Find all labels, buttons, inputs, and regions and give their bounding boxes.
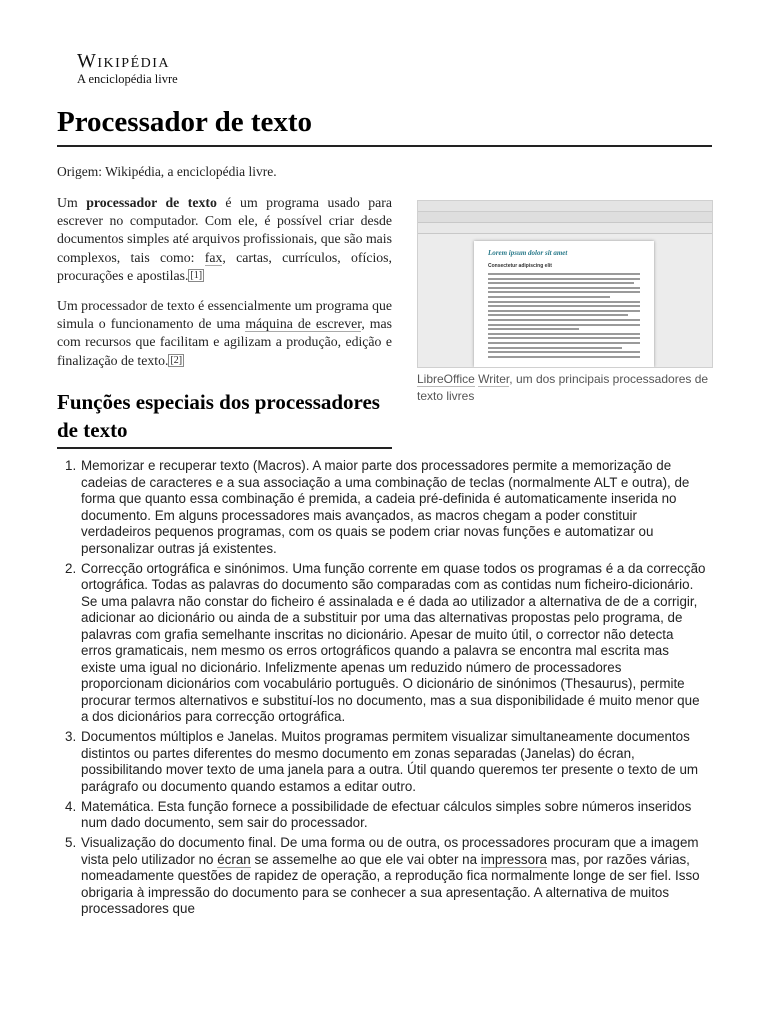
term-bold: processador de texto (86, 195, 217, 210)
screenshot-menubar (418, 201, 712, 212)
intro-paragraph-2 (57, 297, 392, 370)
list-text: Visualização do documento final. De uma forma ou de outra, os processadores procuram que a imagem vista pelo utilizador no (81, 835, 699, 867)
list-item (65, 560, 706, 726)
reference-1[interactable]: [1] (190, 269, 203, 281)
link-writer[interactable]: Writer (478, 372, 510, 386)
functions-list (65, 458, 706, 921)
link-libreoffice[interactable]: LibreOffice (417, 372, 475, 386)
screenshot-text-lines (488, 273, 640, 358)
list-text: Documentos múltiplos e Janelas. Muitos programas permitem visualizar simultaneamente documentos distintos ou partes diferentes do mesmo documento em zonas separadas (Janelas) do écran, possibilitando mover texto de uma janela para a outra. Útil quando queremos ter presente o texto de um parágrafo ou documento quando estamos a editar outro. (81, 729, 699, 794)
list-text: Matemática. Esta função fornece a possibilidade de efectuar cálculos simples sobre números inseridos num dado documento, sem sair do processador. (81, 798, 692, 830)
figure (417, 200, 712, 405)
libreoffice-screenshot[interactable] (417, 200, 713, 368)
title-divider (57, 145, 712, 147)
list-number: 3. (65, 729, 77, 744)
list-text: Correcção ortográfica e sinónimos. Uma função corrente em quase todos os programas é a da correcção ortográfica. Todas as palavras do documento são comparadas com as contidas num ficheiro-dicionário. Se uma palavra não constar do ficheiro é assinalada e é dada ao utilizador a alternativa de de a corrigir, adicionar ao dicionário ou ainda de a substituir por uma das alternativas propostas pelo programa, de palavras com grafia semelhante inscritas no dicionário. Apesar de muito útil, o corrector não detecta erros gramaticais, nem mesmo os erros ortográficos quando a palavra se encontra mal escrita mas existe uma igual no dicionário. Infelizmente apenas um reduzido número de processadores proporcionam dicionários com vocabulário português. O dicionário de sinónimos (Thesaurus), permite procurar termos alternativos e substituí-los no documento, mas a sua disponibilidade é muito menor que a dos dicionários para correcção ortográfica. (81, 560, 706, 724)
section-heading: Funções especiais dos processadores de texto (57, 390, 380, 442)
link-fax[interactable]: fax (204, 249, 223, 265)
link-ecran[interactable]: écran (217, 851, 251, 867)
text: Um processador de texto é essencialmente um programa que simula o funcionamento de uma (57, 298, 392, 332)
screenshot-format-bar (418, 223, 712, 234)
caption-text: , um dos principais processadores de texto livres (417, 372, 709, 403)
text: é um programa usado para escrever no computador. Com ele, é possível criar desde documentos simples até arquivos profissionais, que são mais complexos, tais como: (57, 195, 392, 265)
screenshot-toolbar (418, 212, 712, 223)
logo-title: Wikipédia (77, 50, 171, 72)
section-divider (57, 447, 392, 449)
page-title: Processador de texto (57, 106, 313, 138)
link-maquina-de-escrever[interactable]: máquina de escrever (245, 316, 362, 332)
link-impressora[interactable]: impressora (480, 851, 547, 867)
list-item (65, 798, 706, 832)
list-item (65, 458, 706, 557)
list-item (65, 729, 706, 795)
intro-section (57, 194, 392, 382)
list-number: 4. (65, 798, 77, 814)
screenshot-document-page (474, 241, 654, 367)
origin-note: Origem: Wikipédia, a enciclopédia livre. (57, 164, 277, 179)
wikipedia-logo[interactable] (77, 50, 178, 86)
list-number: 5. (65, 835, 77, 850)
screenshot-doc-subheading: Consectetur adipiscing elit (488, 263, 552, 269)
list-text: se assemelhe ao que ele vai obter na (250, 851, 481, 867)
list-number: 2. (65, 560, 77, 576)
figure-caption (417, 371, 712, 405)
text: , mas com recursos que facilitam e agilizam a produção, edição e finalização de texto. (57, 316, 393, 368)
reference-2[interactable]: [2] (170, 354, 183, 366)
intro-paragraph-1 (57, 194, 392, 285)
screenshot-doc-heading: Lorem ipsum dolor sit amet (488, 249, 568, 257)
logo-subtitle: A enciclopédia livre (77, 72, 178, 86)
text: Um (57, 195, 87, 210)
text: , cartas, currículos, ofícios, procurações e apostilas. (57, 249, 392, 283)
list-number: 1. (65, 458, 77, 473)
list-text: Memorizar e recuperar texto (Macros). A maior parte dos processadores permite a memorização de cadeias de caracteres e a sua associação a uma combinação de teclas (normalmente ALT e outra), de forma que quanto essa combinação é premida, a cadeia pré-definida é automaticamente inserida no documento. Em alguns processadores mais avançados, as macros chegam a poder constituir verdadeiros pequenos programas, com os quais se podem criar novas funções e automatizar ou personalizar outras já existentes. (81, 458, 690, 556)
list-item (65, 835, 706, 918)
list-text: mas, por razões várias, nomeadamente questões de rapidez de operação, a reprodução fica normalmente longe de ser fiel. Isso obrigaria à impressão do documento para se conhecer a sua apresentação. A alternativa de muitos processadores que (81, 851, 700, 916)
